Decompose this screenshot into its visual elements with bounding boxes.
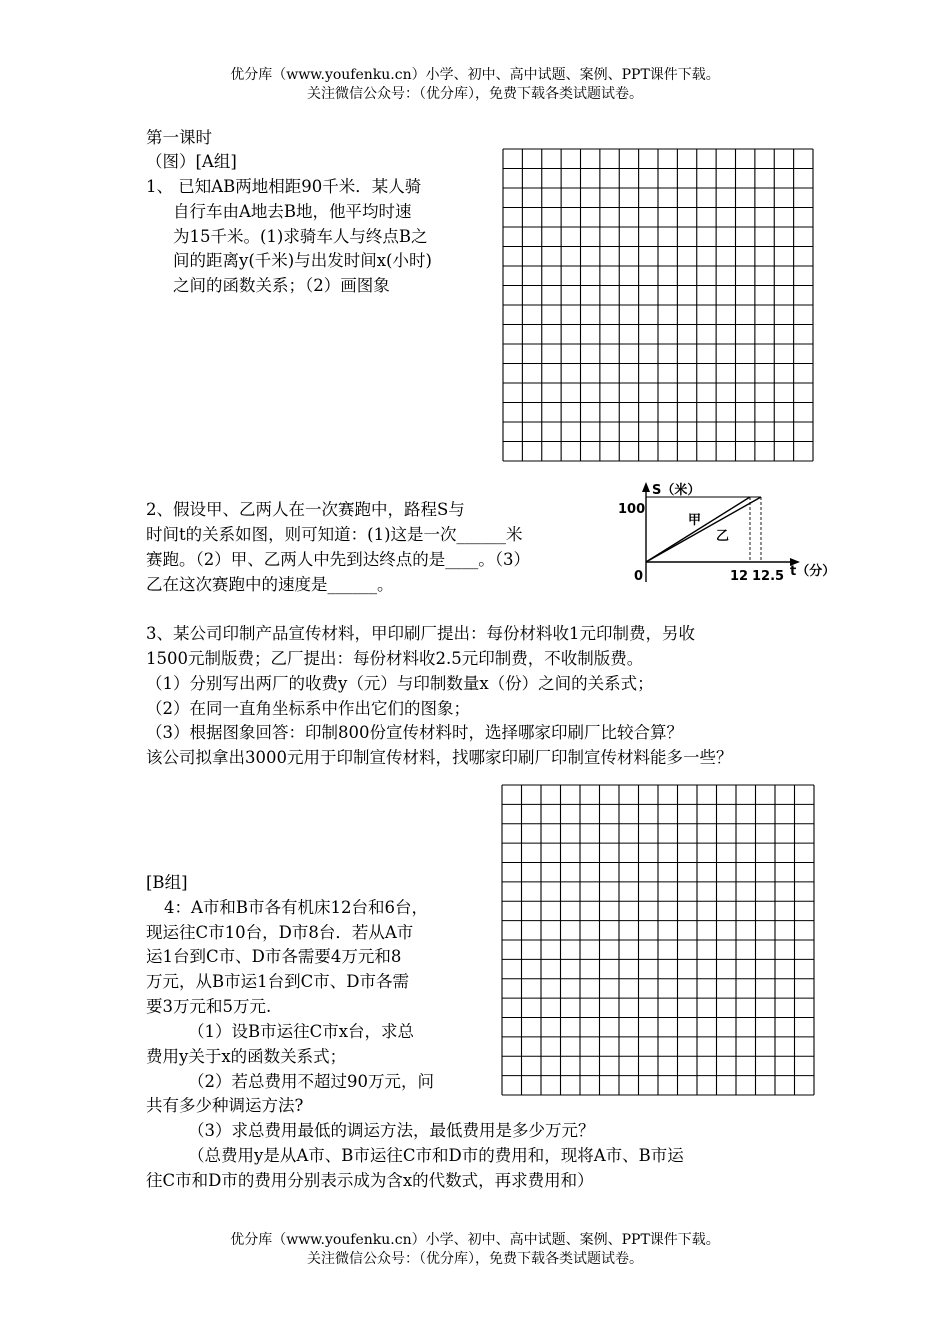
line-yi-label: 乙 <box>716 529 730 544</box>
q4-hint-line-2: 往C市和D市的费用分别表示成为含x的代数式，再求费用和） <box>146 1171 594 1190</box>
page-footer-line-2: 关注微信公众号：（优分库），免费下载各类试题试卷。 <box>307 1251 643 1267</box>
q4-line-1: 4：A市和B市各有机床12台和6台， <box>164 898 429 917</box>
x-tick-12-5: 12.5 <box>752 569 785 584</box>
q4-line-2: 现运往C市10台，D市8台．若从A市 <box>146 923 414 942</box>
q1-line-5: 之间的函数关系；（2）画图象 <box>173 276 390 295</box>
q2-line-1: 2、假设甲、乙两人在一次赛跑中，路程S与 <box>146 500 465 519</box>
group-a-label: （图）[A组] <box>146 152 237 171</box>
y-axis-arrow <box>642 482 650 492</box>
q4-sub2-line-2: 共有多少种调运方法? <box>146 1096 304 1115</box>
line-jia <box>646 497 750 562</box>
q1-line-1: 1、 已知AB两地相距90千米．某人骑 <box>146 177 422 196</box>
q4-line-4: 万元，从B市运1台到C市、D市各需 <box>146 972 409 991</box>
page-footer-line-1: 优分库（www.youfenku.cn）小学、初中、高中试题、案例、PPT课件下载。 <box>230 1232 720 1248</box>
lesson-title: 第一课时 <box>146 128 212 147</box>
q3-line-5: （3）根据图象回答：印制800份宣传材料时，选择哪家印刷厂比较合算？ <box>146 723 683 742</box>
y-axis-label: S（米） <box>652 483 701 498</box>
q3-line-1: 3、某公司印制产品宣传材料，甲印刷厂提出：每份材料收1元印制费，另收 <box>146 624 695 643</box>
graph-grid-2 <box>501 784 815 1096</box>
page-header-line-2: 关注微信公众号：（优分库），免费下载各类试题试卷。 <box>307 86 643 102</box>
q3-line-6: 该公司拟拿出3000元用于印制宣传材料，找哪家印刷厂印制宣传材料能多一些？ <box>146 748 733 767</box>
line-yi <box>646 497 761 562</box>
origin-label: 0 <box>634 569 644 584</box>
q4-sub1-line-2: 费用y关于x的函数关系式； <box>146 1047 347 1066</box>
q3-line-3: （1）分别写出两厂的收费y（元）与印制数量x（份）之间的关系式； <box>146 674 654 693</box>
q4-line-5: 要3万元和5万元. <box>146 997 272 1016</box>
q3-line-4: （2）在同一直角坐标系中作出它们的图象； <box>146 699 470 718</box>
x-tick-12: 12 <box>730 569 749 584</box>
q4-sub2-line-1: （2）若总费用不超过90万元，问 <box>188 1072 434 1091</box>
q1-line-2: 自行车由A地去B地，他平均时速 <box>173 202 412 221</box>
q2-line-4: 乙在这次赛跑中的速度是______。 <box>146 575 394 594</box>
q1-line-4: 间的距离y(千米)与出发时间x(小时) <box>173 251 432 270</box>
distance-time-figure <box>610 478 850 592</box>
q4-sub1-line-1: （1）设B市运往C市x台，求总 <box>188 1022 415 1041</box>
q2-line-3: 赛跑。（2）甲、乙两人中先到达终点的是____。（3） <box>146 550 530 569</box>
graph-grid-1 <box>502 148 814 462</box>
q4-line-3: 运1台到C市、D市各需要4万元和8 <box>146 947 402 966</box>
line-jia-label: 甲 <box>688 513 702 528</box>
group-b-label: [B组] <box>146 873 188 892</box>
y-tick-100: 100 <box>618 502 646 517</box>
q1-line-3: 为15千米。(1)求骑车人与终点B之 <box>173 227 428 246</box>
q3-line-2: 1500元制版费；乙厂提出：每份材料收2.5元印制费，不收制版费。 <box>146 649 644 668</box>
q2-line-2: 时间t的关系如图，则可知道：(1)这是一次______米 <box>146 525 523 544</box>
q4-sub3: （3）求总费用最低的调运方法，最低费用是多少万元？ <box>188 1121 595 1140</box>
page-header-line-1: 优分库（www.youfenku.cn）小学、初中、高中试题、案例、PPT课件下载。 <box>230 67 720 83</box>
q4-hint-line-1: （总费用y是从A市、B市运往C市和D市的费用和，现将A市、B市运 <box>188 1146 684 1165</box>
x-axis-label: t（分） <box>790 564 836 579</box>
